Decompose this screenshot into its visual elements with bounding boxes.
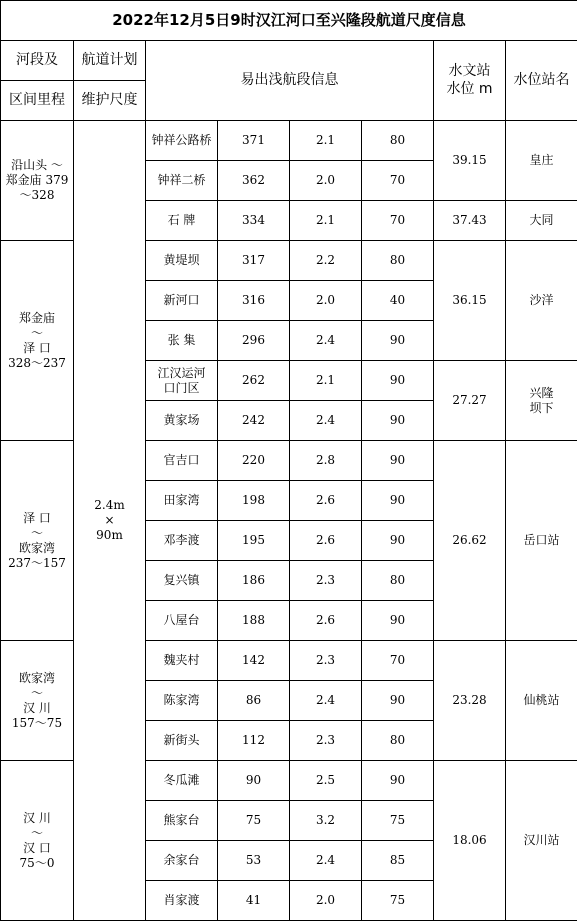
- shoal-mileage: 142: [218, 641, 290, 681]
- shoal-name-line: 口门区: [163, 380, 200, 395]
- station-level: 23.28: [434, 641, 506, 761]
- shoal-depth: 2.8: [290, 441, 362, 481]
- maintenance-depth: 2.4m: [94, 498, 125, 512]
- shoal-name: 熊家台: [146, 801, 218, 841]
- shoal-width: 90: [362, 441, 434, 481]
- shoal-width: 80: [362, 721, 434, 761]
- shoal-width: 80: [362, 561, 434, 601]
- shoal-name: 复兴镇: [146, 561, 218, 601]
- maintenance-times: ×: [104, 513, 115, 527]
- shoal-width: 90: [362, 521, 434, 561]
- shoal-mileage: 317: [218, 241, 290, 281]
- shoal-width: 90: [362, 361, 434, 401]
- shoal-name: 钟祥公路桥: [146, 121, 218, 161]
- shoal-mileage: 90: [218, 761, 290, 801]
- header-hydro-line1: 水文站: [448, 63, 491, 79]
- shoal-width: 90: [362, 401, 434, 441]
- segment-cell: [1, 241, 74, 441]
- segment-text: 郑金庙 379: [5, 173, 69, 187]
- shoal-name: 冬瓜滩: [146, 761, 218, 801]
- station-level: 27.27: [434, 361, 506, 441]
- segment-text: 75～0: [19, 855, 55, 870]
- station-level: 39.15: [434, 121, 506, 201]
- shoal-depth: 2.0: [290, 281, 362, 321]
- header-hydro-line2: 水位 m: [446, 80, 493, 97]
- shoal-width: 90: [362, 761, 434, 801]
- shoal-name: 余家台: [146, 841, 218, 881]
- shoal-name: [146, 361, 218, 401]
- shoal-depth: 2.4: [290, 681, 362, 721]
- station-name: 皇庄: [506, 121, 577, 201]
- shoal-depth: 2.4: [290, 841, 362, 881]
- station-level: 36.15: [434, 241, 506, 361]
- shoal-mileage: 262: [218, 361, 290, 401]
- station-name: 沙洋: [506, 241, 577, 361]
- shoal-mileage: 86: [218, 681, 290, 721]
- shoal-name: 黄家场: [146, 401, 218, 441]
- shoal-name: 邓李渡: [146, 521, 218, 561]
- shoal-width: 40: [362, 281, 434, 321]
- shoal-depth: 2.5: [290, 761, 362, 801]
- shoal-mileage: 75: [218, 801, 290, 841]
- segment-text: 泽 口: [23, 340, 51, 355]
- segment-text: 汉 口: [23, 840, 51, 855]
- shoal-name: 石 牌: [146, 201, 218, 241]
- table-title: 2022年12月5日9时汉江河口至兴隆段航道尺度信息: [1, 1, 577, 41]
- header-row-1: [1, 41, 577, 81]
- station-name-line: 坝下: [529, 400, 554, 415]
- station-name-line: 兴隆: [529, 385, 554, 400]
- segment-text: 157～75: [11, 715, 63, 730]
- shoal-name: 钟祥二桥: [146, 161, 218, 201]
- segment-text: 泽 口: [23, 510, 51, 525]
- shoal-mileage: 195: [218, 521, 290, 561]
- station-level: 26.62: [434, 441, 506, 641]
- segment-text: ～: [30, 825, 43, 840]
- segment-text: ～328: [19, 188, 55, 202]
- segment-text: ～: [30, 525, 43, 540]
- shoal-name: 官吉口: [146, 441, 218, 481]
- station-name: 仙桃站: [506, 641, 577, 761]
- segment-cell: [1, 641, 74, 761]
- station-name: 汉川站: [506, 761, 577, 921]
- shoal-name: 田家湾: [146, 481, 218, 521]
- shoal-mileage: 53: [218, 841, 290, 881]
- station-level: 18.06: [434, 761, 506, 921]
- shoal-mileage: 296: [218, 321, 290, 361]
- shoal-depth: 2.6: [290, 481, 362, 521]
- segment-cell: [1, 441, 74, 641]
- shoal-width: 80: [362, 241, 434, 281]
- segment-text: 328～237: [8, 355, 66, 370]
- shoal-width: 70: [362, 201, 434, 241]
- shoal-depth: 2.6: [290, 521, 362, 561]
- shoal-name-line: 江汉运河: [157, 365, 206, 380]
- segment-text: 欧家湾: [18, 670, 55, 685]
- shoal-mileage: 242: [218, 401, 290, 441]
- segment-text: 汉 川: [23, 810, 51, 825]
- shoal-width: 90: [362, 481, 434, 521]
- shoal-mileage: 41: [218, 881, 290, 921]
- shoal-mileage: 188: [218, 601, 290, 641]
- segment-cell: [1, 121, 74, 241]
- shoal-width: 90: [362, 601, 434, 641]
- header-station-name: 水位站名: [506, 41, 577, 121]
- shoal-mileage: 371: [218, 121, 290, 161]
- shoal-depth: 2.1: [290, 121, 362, 161]
- shoal-width: 90: [362, 681, 434, 721]
- shoal-depth: 2.3: [290, 561, 362, 601]
- header-maintenance: 维护尺度: [74, 81, 146, 121]
- shoal-depth: 2.6: [290, 601, 362, 641]
- segment-text: ～: [30, 685, 43, 700]
- shoal-name: 新街头: [146, 721, 218, 761]
- shoal-depth: 2.3: [290, 641, 362, 681]
- shoal-name: 陈家湾: [146, 681, 218, 721]
- shoal-mileage: 316: [218, 281, 290, 321]
- shoal-mileage: 112: [218, 721, 290, 761]
- shoal-depth: 2.1: [290, 201, 362, 241]
- segment-text: 沿山头 ～: [11, 158, 63, 172]
- station-level: 37.43: [434, 201, 506, 241]
- shoal-depth: 3.2: [290, 801, 362, 841]
- shoal-name: 魏夹村: [146, 641, 218, 681]
- station-name: 大同: [506, 201, 577, 241]
- shoal-name: 八屋台: [146, 601, 218, 641]
- shoal-width: 70: [362, 641, 434, 681]
- shoal-width: 75: [362, 881, 434, 921]
- segment-cell: [1, 761, 74, 921]
- header-plan: 航道计划: [74, 41, 146, 81]
- shoal-name: 张 集: [146, 321, 218, 361]
- shoal-mileage: 220: [218, 441, 290, 481]
- shoal-name: 肖家渡: [146, 881, 218, 921]
- header-section: 河段及: [1, 41, 74, 81]
- shoal-depth: 2.2: [290, 241, 362, 281]
- shoal-mileage: 186: [218, 561, 290, 601]
- shoal-depth: 2.1: [290, 361, 362, 401]
- shoal-width: 80: [362, 121, 434, 161]
- shoal-depth: 2.0: [290, 881, 362, 921]
- maintenance-cell: [74, 121, 146, 921]
- shoal-name: 新河口: [146, 281, 218, 321]
- shoal-mileage: 334: [218, 201, 290, 241]
- title-row: [1, 1, 577, 41]
- shoal-width: 70: [362, 161, 434, 201]
- segment-text: 汉 川: [23, 700, 51, 715]
- shoal-width: 85: [362, 841, 434, 881]
- maintenance-width: 90m: [96, 528, 123, 542]
- segment-text: 郑金庙: [18, 310, 55, 325]
- shoal-name: 黄堤坝: [146, 241, 218, 281]
- shoal-depth: 2.4: [290, 401, 362, 441]
- shoal-width: 90: [362, 321, 434, 361]
- shoal-depth: 2.0: [290, 161, 362, 201]
- shoal-depth: 2.3: [290, 721, 362, 761]
- segment-text: 237～157: [8, 555, 66, 570]
- header-mileage: 区间里程: [1, 81, 74, 121]
- segment-text: ～: [30, 325, 43, 340]
- shoal-depth: 2.4: [290, 321, 362, 361]
- table-row: [1, 121, 577, 161]
- header-hydro-station: [434, 41, 506, 121]
- shoal-mileage: 362: [218, 161, 290, 201]
- shoal-mileage: 198: [218, 481, 290, 521]
- header-shoal-info: 易出浅航段信息: [146, 41, 434, 121]
- segment-text: 欧家湾: [18, 540, 55, 555]
- station-name: [506, 361, 577, 441]
- shoal-width: 75: [362, 801, 434, 841]
- station-name: 岳口站: [506, 441, 577, 641]
